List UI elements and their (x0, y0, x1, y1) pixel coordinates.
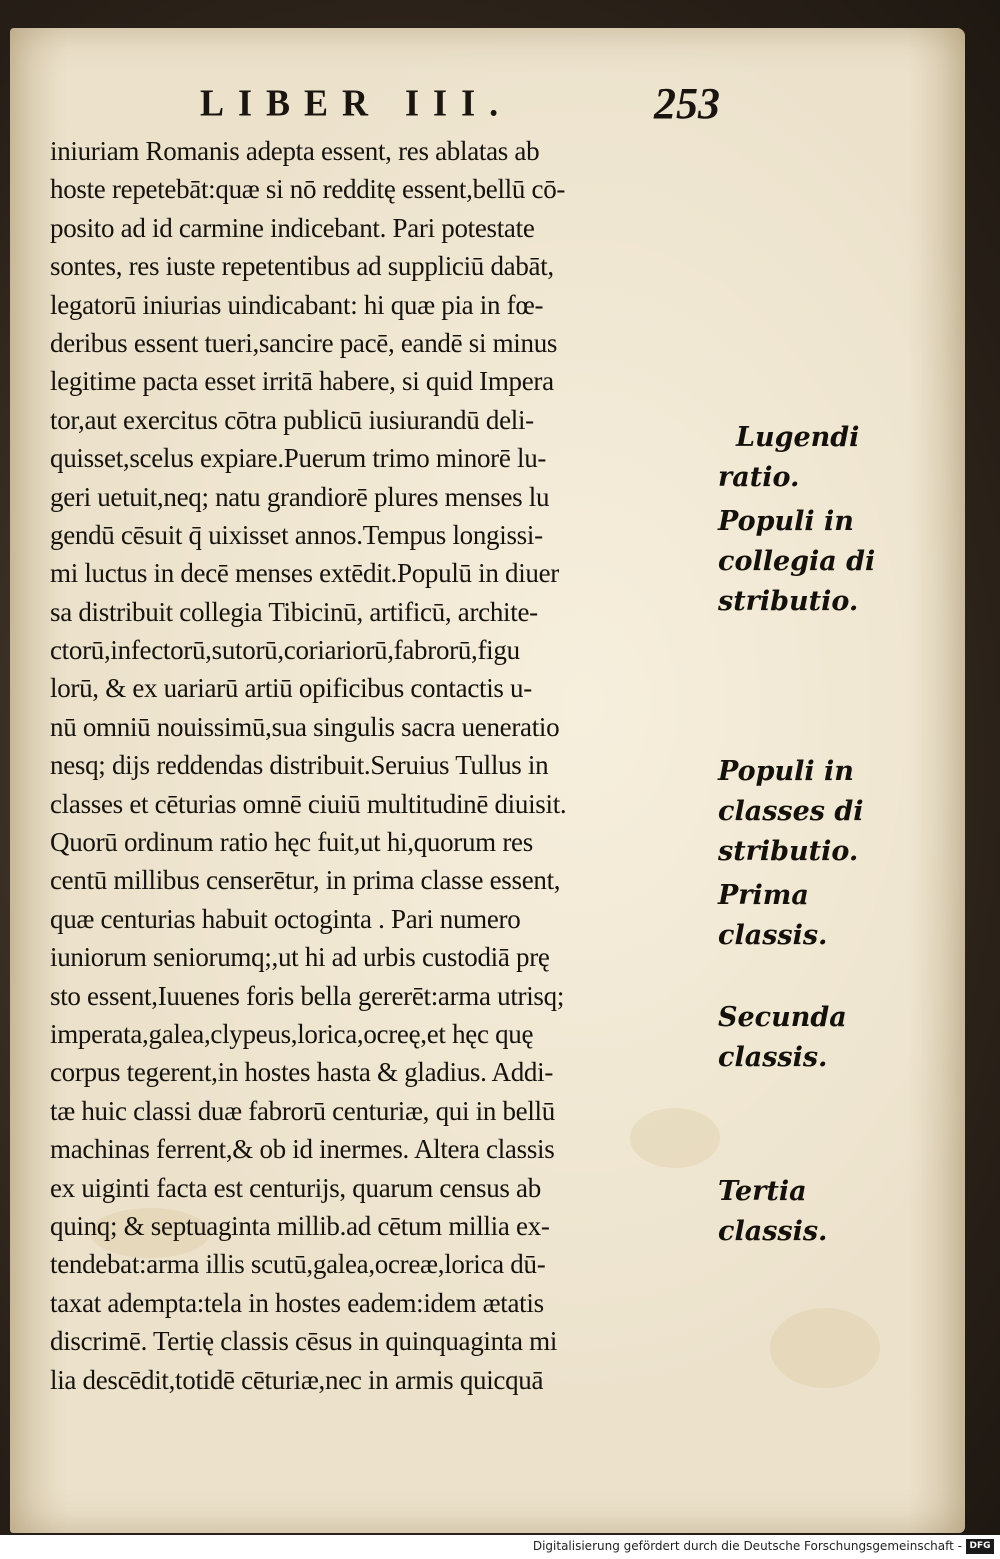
text-line: mi luctus in decē menses extēdit.Populū in diuer (50, 558, 560, 589)
text-line: Quorū ordinum ratio hęc fuit,ut hi,quorum res (50, 827, 533, 858)
text-line: iuniorum seniorumq;,ut hi ad urbis custodiā prę (50, 942, 550, 973)
text-line: discrimē. Tertię classis cēsus in quinquaginta mi (50, 1326, 558, 1357)
text-line: tor,aut exercitus cōtra publicū iusiurandū deli- (50, 404, 534, 435)
margin-note-line: Secunda (718, 1002, 847, 1033)
text-line: imperata,galea,clypeus,lorica,ocreę,et hęc quę (50, 1018, 534, 1049)
text-line: ex uiginti facta est centurijs, quarum census ab (50, 1172, 541, 1203)
margin-note-line: ratio. (718, 462, 800, 493)
margin-note-line: Populi in (718, 506, 854, 537)
running-head: LIBER III. (200, 82, 513, 124)
margin-note-prima (718, 876, 858, 956)
margin-note-secunda (718, 998, 858, 1078)
text-line: sontes, res iuste repetentibus ad suppliciū dabāt, (50, 251, 554, 282)
text-line: nū omniū nouissimū,sua singulis sacra ueneratio (50, 711, 560, 742)
text-line: tendebat:arma illis scutū,galea,ocreæ,lorica dū- (50, 1249, 546, 1280)
text-line: legatorū iniurias uindicabant: hi quæ pia in fœ- (50, 289, 544, 320)
margin-note-line: Populi in (718, 756, 854, 787)
page-number: 253 (654, 79, 720, 128)
text-line: taxat adempta:tela in hostes eadem:idem ætatis (50, 1287, 544, 1318)
text-line: posito ad id carmine indicebant. Pari potestate (50, 212, 535, 243)
margin-note-tertia (718, 1172, 858, 1252)
text-line: deribus essent tueri,sancire pacē, eandē si minus (50, 327, 558, 358)
text-line: quæ centurias habuit octoginta . Pari numero (50, 903, 521, 934)
text-line: ctorū,infectorū,sutorū,coriariorū,fabrorū,figu (50, 635, 520, 666)
footer-bar (0, 1535, 1000, 1559)
text-line: iniuriam Romanis adepta essent, res ablatas ab (50, 136, 540, 166)
text-line: classes et cēturias omnē ciuiū multitudinē diuisit. (50, 788, 567, 819)
dfg-logo: DFG (966, 1539, 994, 1554)
page-header (200, 79, 720, 132)
text-line: centū millibus censerētur, in prima classe essent, (50, 865, 561, 896)
text-line: corpus tegerent,in hostes hasta & gladius. Addi- (50, 1057, 554, 1088)
funding-credit: Digitalisierung gefördert durch die Deutsche Forschungsgemeinschaft - (532, 1539, 962, 1553)
text-line: nesq; dijs reddendas distribuit.Seruius Tullus in (50, 750, 549, 781)
text-line: gendū cēsuit q̄ uixisset annos.Tempus longissi- (50, 519, 543, 550)
margin-note-line: classis. (718, 1042, 828, 1073)
margin-note-line: Prima (718, 880, 809, 911)
text-line: quinq; & septuaginta millib.ad cētum millia ex- (50, 1210, 550, 1241)
text-line: geri uetuit,neq; natu grandiorē plures menses lu (50, 481, 550, 512)
text-line: sa distribuit collegia Tibicinū, artificū, archite- (50, 596, 538, 627)
text-line: legitime pacta esset irritā habere, si quid Impera (50, 366, 554, 397)
text-line: sto essent,Iuuenes foris bella gererēt:arma utrisq; (50, 980, 565, 1011)
margin-note-line: Lugendi (736, 422, 860, 453)
margin-note-collegia (718, 502, 876, 622)
margin-note-line: classes di (718, 796, 864, 827)
text-line: lorū, & ex uariarū artiū opificibus contactis u- (50, 673, 532, 704)
margin-note-line: collegia di (718, 546, 876, 577)
margin-note-lugendi (718, 418, 858, 498)
margin-note-line: stributio. (718, 586, 859, 617)
margin-note-line: classis. (718, 1216, 828, 1247)
body-text (50, 132, 710, 1399)
margin-note-classes (718, 752, 864, 872)
margin-note-line: classis. (718, 920, 828, 951)
paper-stain (770, 1308, 880, 1388)
text-line: machinas ferrent,& ob id inermes. Altera classis (50, 1134, 555, 1165)
text-line: lia descēdit,totidē cēturiæ,nec in armis quicquā (50, 1364, 544, 1395)
text-line: hoste repetebāt:quæ si nō redditę essent,bellū cō- (50, 174, 566, 205)
margin-note-line: Tertia (718, 1176, 807, 1207)
margin-note-line: stributio. (718, 836, 859, 867)
text-line: quisset,scelus expiare.Puerum trimo minorē lu- (50, 443, 547, 474)
text-line: tæ huic classi duæ fabrorū centuriæ, qui in bellū (50, 1095, 555, 1126)
